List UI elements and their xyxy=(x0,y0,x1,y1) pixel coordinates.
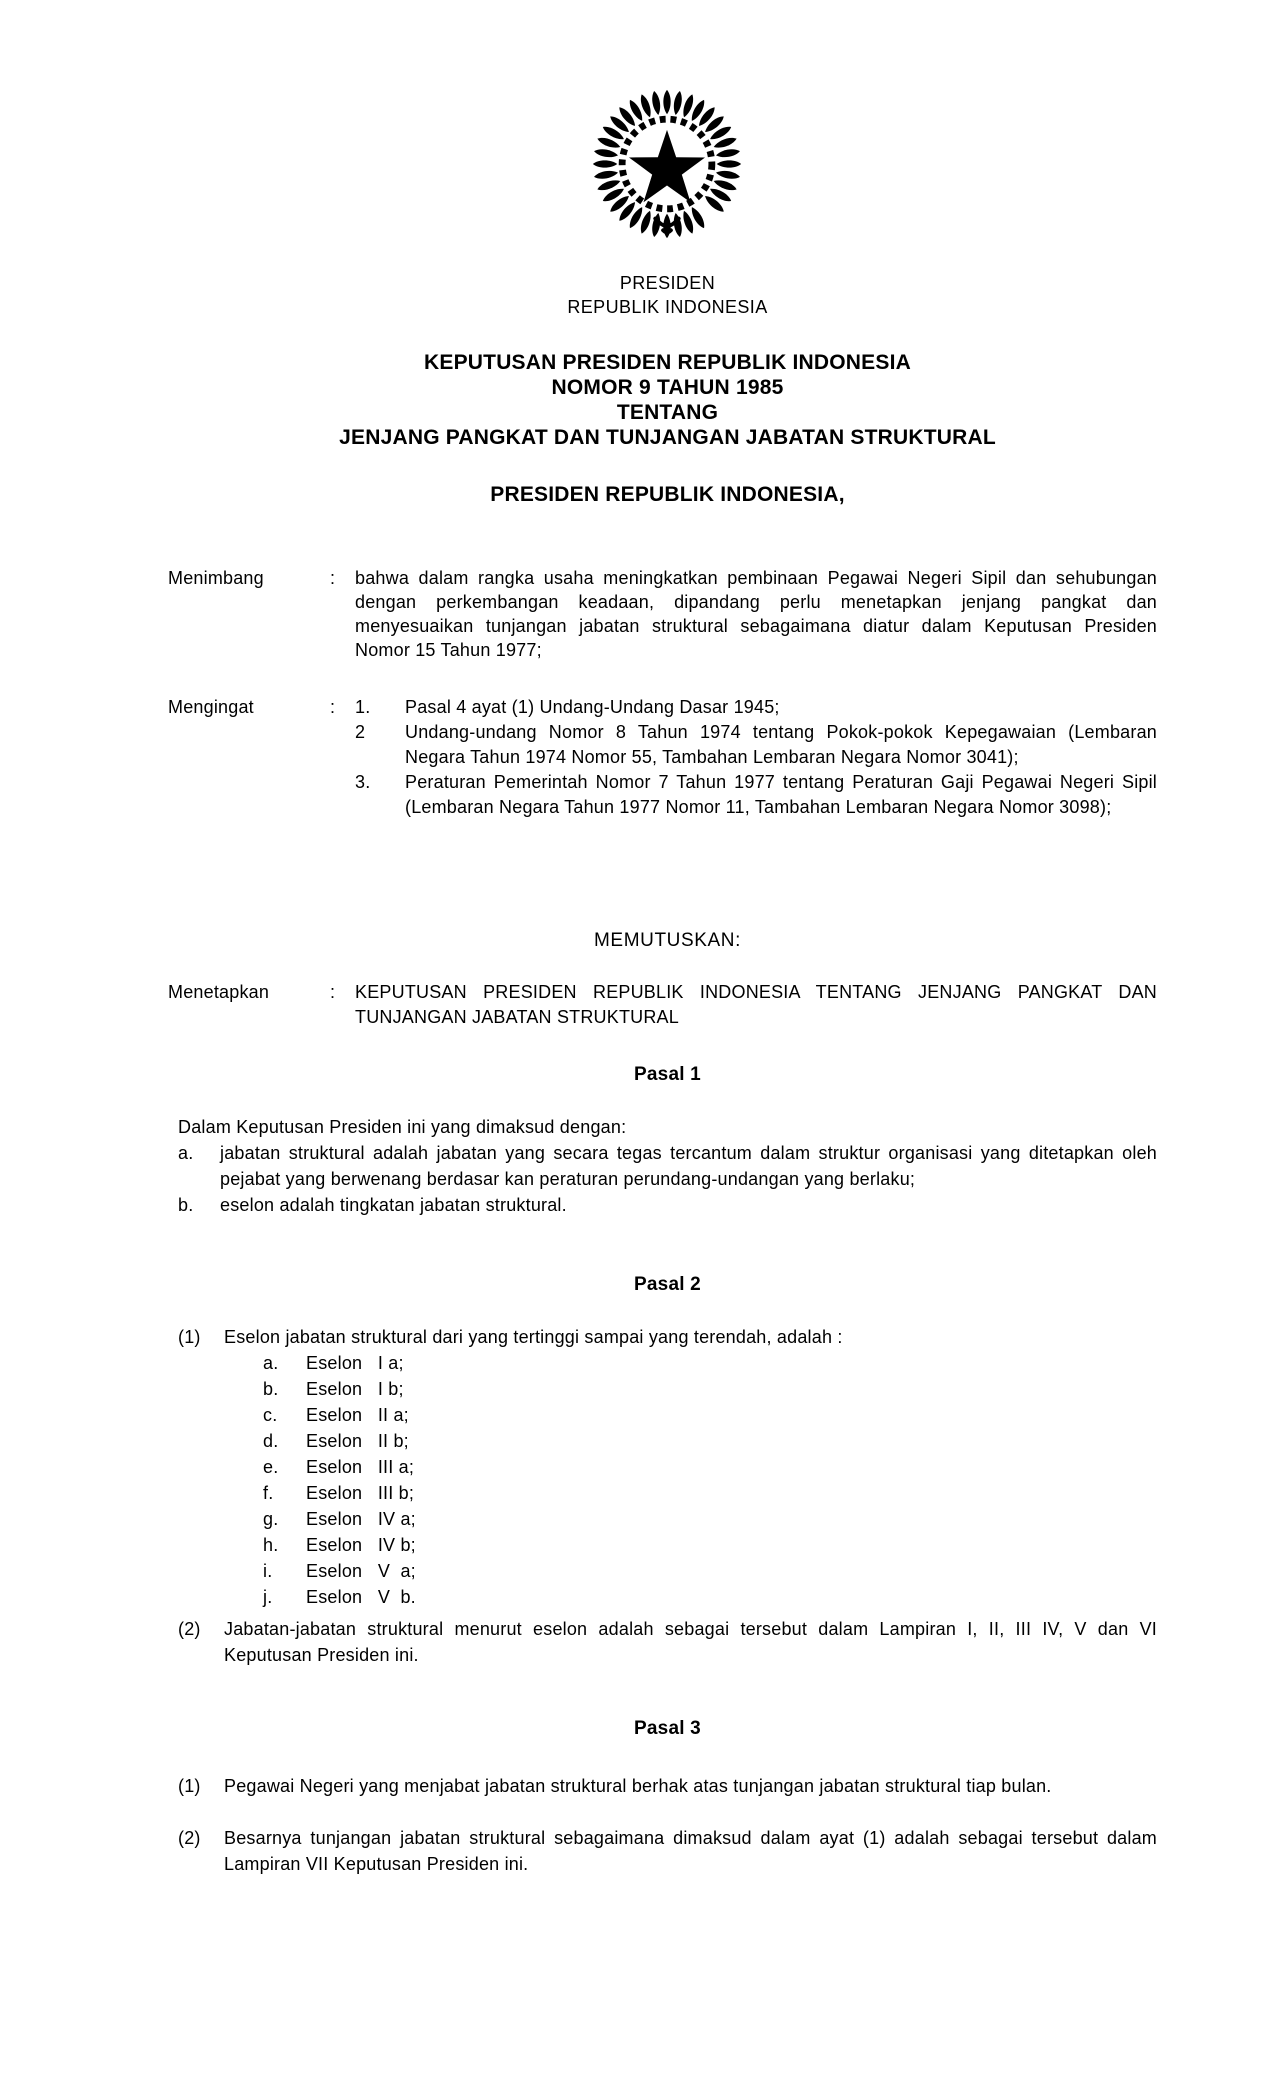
list-item-text: Peraturan Pemerintah Nomor 7 Tahun 1977 tentang Peraturan Gaji Pegawai Negeri Sipil (Lembaran Negara Tahun 1977 Nomor 11, Tambahan Lembaran Negara Nomor 3098); xyxy=(405,772,1157,817)
eselon-item xyxy=(263,1402,1157,1428)
pasal-3-heading: Pasal 3 xyxy=(634,1718,701,1739)
pasal-3-clause-2 xyxy=(178,1825,1157,1877)
article-pasal-1 xyxy=(178,1062,1157,1218)
list-item-marker: 1. xyxy=(355,697,371,717)
menimbang-text: bahwa dalam rangka usaha meningkatkan pembinaan Pegawai Negeri Sipil dan sehubungan dengan perkembangan keadaan, dipandang perlu menetapkan jenjang pangkat dan menyesuaikan tunjangan jabatan struktural sebagaimana diatur dalam Keputusan Presiden Nomor 15 Tahun 1977; xyxy=(355,568,1157,660)
list-item-marker: a. xyxy=(178,1143,194,1163)
list-item-text: Eselon I b; xyxy=(306,1379,404,1399)
list-item-marker: j. xyxy=(263,1587,273,1607)
list-item-marker: a. xyxy=(263,1353,279,1373)
agency-name-line2: REPUBLIK INDONESIA xyxy=(567,297,768,317)
article-pasal-2 xyxy=(178,1272,1157,1668)
eselon-item xyxy=(263,1454,1157,1480)
list-item-marker: i. xyxy=(263,1561,273,1581)
eselon-item xyxy=(263,1558,1157,1584)
menetapkan-label: Menetapkan xyxy=(168,982,270,1002)
list-item-text: Eselon V a; xyxy=(306,1561,416,1581)
list-item-marker: f. xyxy=(263,1483,274,1503)
decree-title-line1: KEPUTUSAN PRESIDEN REPUBLIK INDONESIA xyxy=(424,351,911,374)
clause-text: Jabatan-jabatan struktural menurut eselon adalah sebagai tersebut dalam Lampiran I, II, III IV, V dan VI Keputusan Presiden ini. xyxy=(224,1619,1157,1665)
menetapkan-section xyxy=(168,980,1157,1030)
list-item-text: Eselon III b; xyxy=(306,1483,415,1503)
list-item-text: eselon adalah tingkatan jabatan struktural. xyxy=(220,1195,567,1215)
list-item-text: Undang-undang Nomor 8 Tahun 1974 tentang Pokok-pokok Kepegawaian (Lembaran Negara Tahun 1974 Nomor 55, Tambahan Lembaran Negara Nomor 3041); xyxy=(405,722,1157,767)
decree-title-line3: TENTANG xyxy=(616,401,719,424)
agency-name-line1: PRESIDEN xyxy=(619,273,716,293)
clause-text: Eselon jabatan struktural dari yang tertinggi sampai yang terendah, adalah : xyxy=(224,1327,843,1347)
list-item-marker: 2 xyxy=(355,722,366,742)
mengingat-colon: : xyxy=(330,697,336,717)
clause-text: Pegawai Negeri yang menjabat jabatan struktural berhak atas tunjangan jabatan struktural tiap bulan. xyxy=(224,1776,1052,1796)
pasal-1-heading: Pasal 1 xyxy=(634,1064,701,1085)
decree-title xyxy=(30,350,1275,450)
salutation: PRESIDEN REPUBLIK INDONESIA, xyxy=(490,483,845,506)
menetapkan-text: KEPUTUSAN PRESIDEN REPUBLIK INDONESIA TENTANG JENJANG PANGKAT DAN TUNJANGAN JABATAN STRUKTURAL xyxy=(355,982,1157,1027)
pasal-2-clause-2 xyxy=(178,1616,1157,1668)
list-item-marker: 3. xyxy=(355,772,371,792)
mengingat-label: Mengingat xyxy=(168,697,254,717)
menimbang-colon: : xyxy=(330,568,336,588)
decree-title-line2: NOMOR 9 TAHUN 1985 xyxy=(551,376,784,399)
eselon-item xyxy=(263,1350,1157,1376)
pasal-2-clause-1 xyxy=(178,1324,1157,1610)
list-item-marker: g. xyxy=(263,1509,279,1529)
decree-title-line4: JENJANG PANGKAT DAN TUNJANGAN JABATAN STRUKTURAL xyxy=(339,426,996,449)
mengingat-item xyxy=(355,770,1157,820)
emblem-star xyxy=(629,130,705,202)
pasal-1-item xyxy=(178,1192,1157,1218)
list-item-text: Eselon I a; xyxy=(306,1353,404,1373)
clause-marker: (1) xyxy=(178,1776,201,1796)
eselon-item xyxy=(263,1506,1157,1532)
pasal-1-intro: Dalam Keputusan Presiden ini yang dimaksud dengan: xyxy=(178,1117,627,1137)
list-item-marker: b. xyxy=(178,1195,194,1215)
list-item-marker: c. xyxy=(263,1405,278,1425)
pasal-3-clause-1 xyxy=(178,1773,1157,1799)
memutuskan-heading: MEMUTUSKAN: xyxy=(594,930,741,951)
pasal-1-item xyxy=(178,1140,1157,1192)
eselon-item xyxy=(263,1480,1157,1506)
list-item-text: Pasal 4 ayat (1) Undang-Undang Dasar 1945; xyxy=(405,697,780,717)
pasal-2-heading: Pasal 2 xyxy=(634,1274,701,1295)
list-item-text: Eselon III a; xyxy=(306,1457,415,1477)
agency-header xyxy=(30,271,1275,319)
eselon-list xyxy=(224,1350,1157,1610)
menimbang-label: Menimbang xyxy=(168,568,264,588)
list-item-marker: d. xyxy=(263,1431,279,1451)
mengingat-item xyxy=(355,720,1157,770)
eselon-item xyxy=(263,1532,1157,1558)
list-item-marker: h. xyxy=(263,1535,279,1555)
list-item-text: Eselon V b. xyxy=(306,1587,416,1607)
eselon-item xyxy=(263,1584,1157,1610)
eselon-item xyxy=(263,1376,1157,1402)
menimbang-section xyxy=(168,566,1157,662)
list-item-marker: b. xyxy=(263,1379,279,1399)
clause-marker: (1) xyxy=(178,1327,201,1347)
menetapkan-colon: : xyxy=(330,982,336,1002)
list-item-marker: e. xyxy=(263,1457,279,1477)
presidential-emblem-icon xyxy=(589,86,745,242)
article-pasal-3 xyxy=(178,1716,1157,1877)
list-item-text: jabatan struktural adalah jabatan yang secara tegas tercantum dalam struktur organisasi yang ditetapkan oleh pejabat yang berwenang berdasar kan peraturan perundang-undangan yang berlaku; xyxy=(220,1143,1157,1189)
clause-marker: (2) xyxy=(178,1828,201,1848)
list-item-text: Eselon II b; xyxy=(306,1431,409,1451)
list-item-text: Eselon IV b; xyxy=(306,1535,416,1555)
clause-text: Besarnya tunjangan jabatan struktural sebagaimana dimaksud dalam ayat (1) adalah sebagai tersebut dalam Lampiran VII Keputusan Presiden ini. xyxy=(224,1828,1157,1874)
eselon-item xyxy=(263,1428,1157,1454)
mengingat-item xyxy=(355,695,1157,720)
clause-marker: (2) xyxy=(178,1619,201,1639)
mengingat-section xyxy=(168,695,1157,820)
list-item-text: Eselon II a; xyxy=(306,1405,409,1425)
list-item-text: Eselon IV a; xyxy=(306,1509,416,1529)
